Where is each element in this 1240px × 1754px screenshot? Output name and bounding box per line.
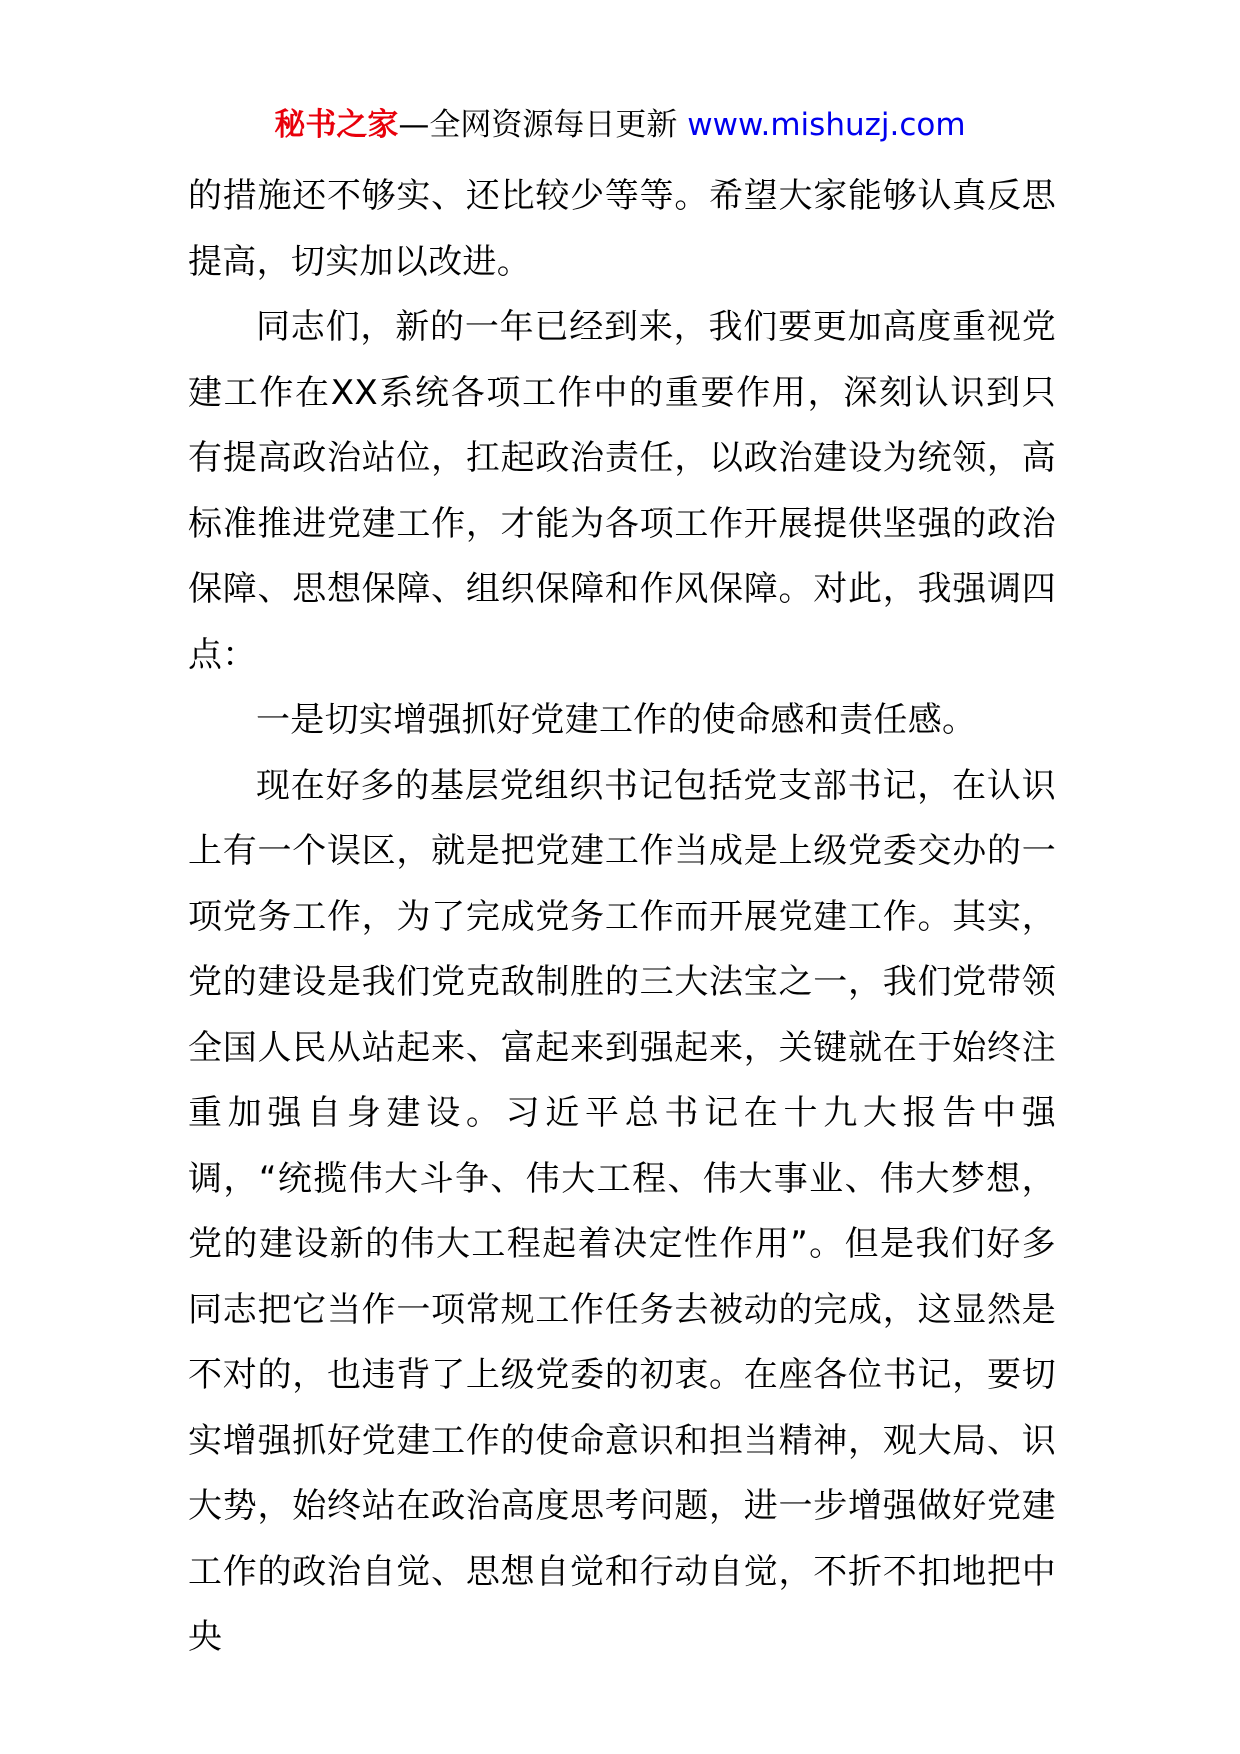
section-heading: 一是切实增强抓好党建工作的使命感和责任感。 [256,700,977,740]
page-header [0,100,1240,150]
header-slogan: —全网资源每日更新 [398,107,688,143]
paragraph-intro: 同志们，新的一年已经到来，我们要更加高度重视党建工作在XX系统各项工作中的重要作用，深刻认识到只有提高政治站位，扛起政治责任，以政治建设为统领，高标准推进党建工作，才能为各项工作开展提供坚强的政治保障、思想保障、组织保障和作风保障。对此，我强调四点： [188,307,1056,675]
document-body [188,164,1056,1671]
brand-name: 秘书之家 [274,107,399,143]
paragraph-body: 现在好多的基层党组织书记包括党支部书记，在认识上有一个误区，就是把党建工作当成是上级党委交办的一项党务工作，为了完成党务工作而开展党建工作。其实，党的建设是我们党克敌制胜的三大法宝之一，我们党带领全国人民从站起来、富起来到强起来，关键就在于始终注重加强自身建设。习近平总书记在十九大报告中强调，“统揽伟大斗争、伟大工程、伟大事业、伟大梦想，党的建设新的伟大工程起着决定性作用”。但是我们好多同志把它当作一项常规工作任务去被动的完成，这显然是不对的，也违背了上级党委的初衷。在座各位书记，要切实增强抓好党建工作的使命意识和担当精神，观大局、识大势，始终站在政治高度思考问题，进一步增强做好党建工作的政治自觉、思想自觉和行动自觉，不折不扣地把中央 [188,765,1056,1657]
website-link[interactable]: www.mishuzj.com [687,107,966,143]
paragraph-continued: 的措施还不够实、还比较少等等。希望大家能够认真反思提高，切实加以改进。 [188,176,1056,282]
